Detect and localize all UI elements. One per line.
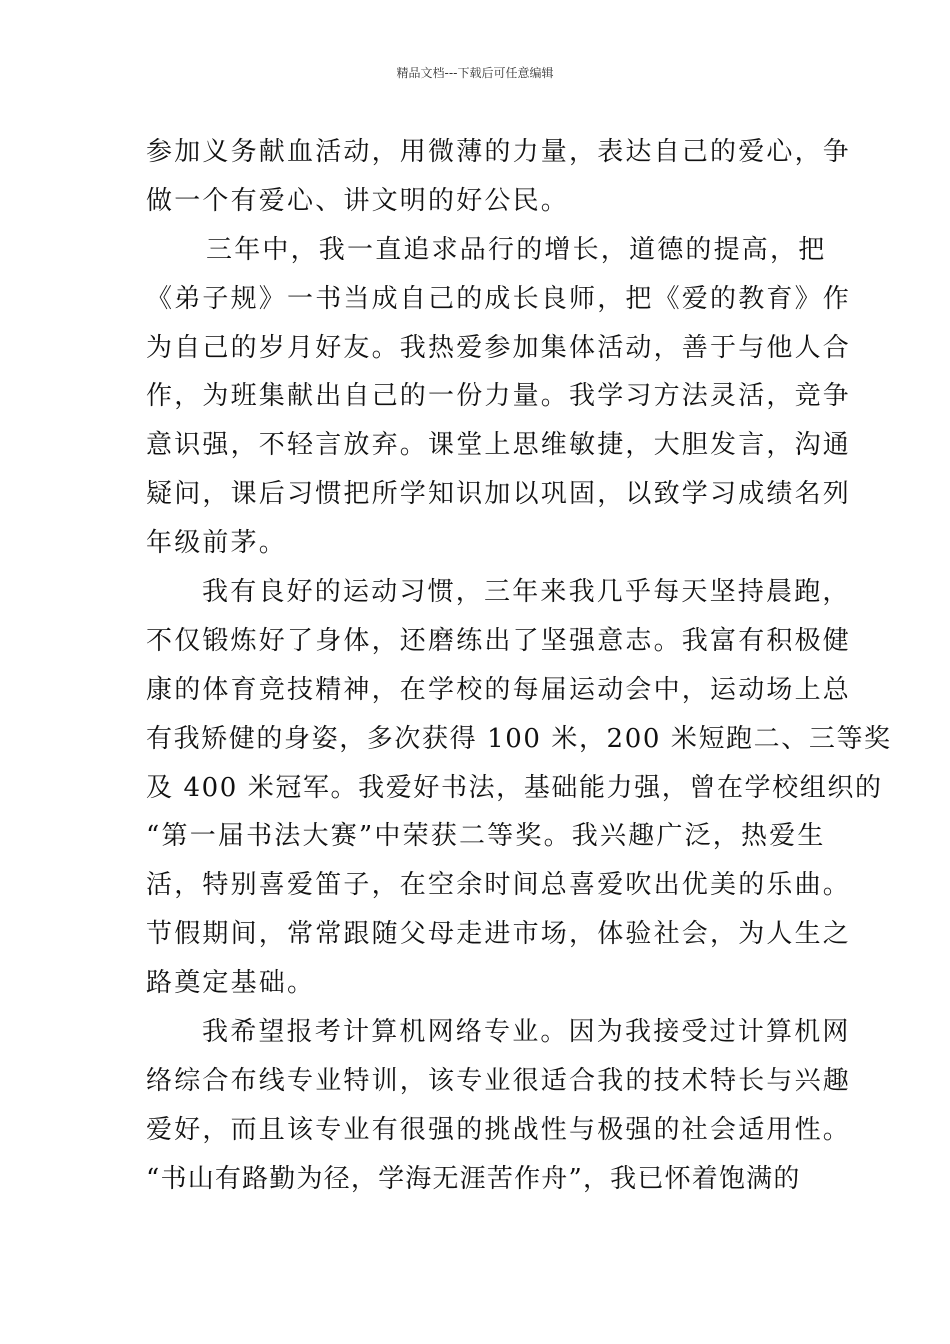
- paragraph-4-line-2: 络综合布线专业特训，该专业很适合我的技术特长与兴趣: [146, 1065, 852, 1096]
- paragraph-3-line-1: 我有良好的运动习惯，三年来我几乎每天坚持晨跑，: [202, 577, 851, 608]
- paragraph-2-line-1: 三年中，我一直追求品行的增长，道德的提高，把: [206, 234, 827, 265]
- paragraph-4-line-4: “书山有路勤为径，学海无涯苦作舟”，我已怀着饱满的: [146, 1163, 801, 1194]
- paragraph-2-line-4: 作，为班集献出自己的一份力量。我学习方法灵活，竞争: [146, 381, 852, 412]
- paragraph-3-line-3: 康的体育竞技精神，在学校的每届运动会中，运动场上总: [146, 674, 852, 705]
- paragraph-3-line-6: “第一届书法大赛”中荣获二等奖。我兴趣广泛，热爱生: [146, 821, 826, 852]
- paragraph-3-line-2: 不仅锻炼好了身体，还磨练出了坚强意志。我富有积极健: [146, 625, 852, 656]
- paragraph-4-line-3: 爱好，而且该专业有很强的挑战性与极强的社会适用性。: [146, 1114, 852, 1145]
- paragraph-4-line-1: 我希望报考计算机网络专业。因为我接受过计算机网: [202, 1017, 851, 1048]
- paragraph-3-line-4: 有我矫健的身姿，多次获得 100 米，200 米短跑二、三等奖: [146, 723, 892, 754]
- document-body: [146, 128, 892, 1204]
- paragraph-3-line-7: 活，特别喜爱笛子，在空余时间总喜爱吹出优美的乐曲。: [146, 870, 852, 901]
- paragraph-2-line-3: 为自己的岁月好友。我热爱参加集体活动，善于与他人合: [146, 332, 852, 363]
- paragraph-3-line-5: 及 400 米冠军。我爱好书法，基础能力强，曾在学校组织的: [146, 772, 883, 803]
- paragraph-1-line-2: 做一个有爱心、讲文明的好公民。: [146, 185, 570, 216]
- paragraph-3-line-9: 路奠定基础。: [146, 968, 316, 999]
- paragraph-2-line-2: 《弟子规》一书当成自己的成长良师，把《爱的教育》作: [146, 283, 852, 314]
- page-header: 精品文档---下载后可任意编辑: [396, 66, 554, 80]
- paragraph-2-line-5: 意识强，不轻言放弃。课堂上思维敏捷，大胆发言，沟通: [146, 430, 852, 461]
- paragraph-2-line-6: 疑问，课后习惯把所学知识加以巩固，以致学习成绩名列: [146, 479, 852, 510]
- paragraph-1-line-1: 参加义务献血活动，用微薄的力量，表达自己的爱心，争: [146, 137, 852, 167]
- paragraph-3-line-8: 节假期间，常常跟随父母走进市场，体验社会，为人生之: [146, 919, 852, 950]
- paragraph-2-line-7: 年级前茅。: [146, 528, 288, 559]
